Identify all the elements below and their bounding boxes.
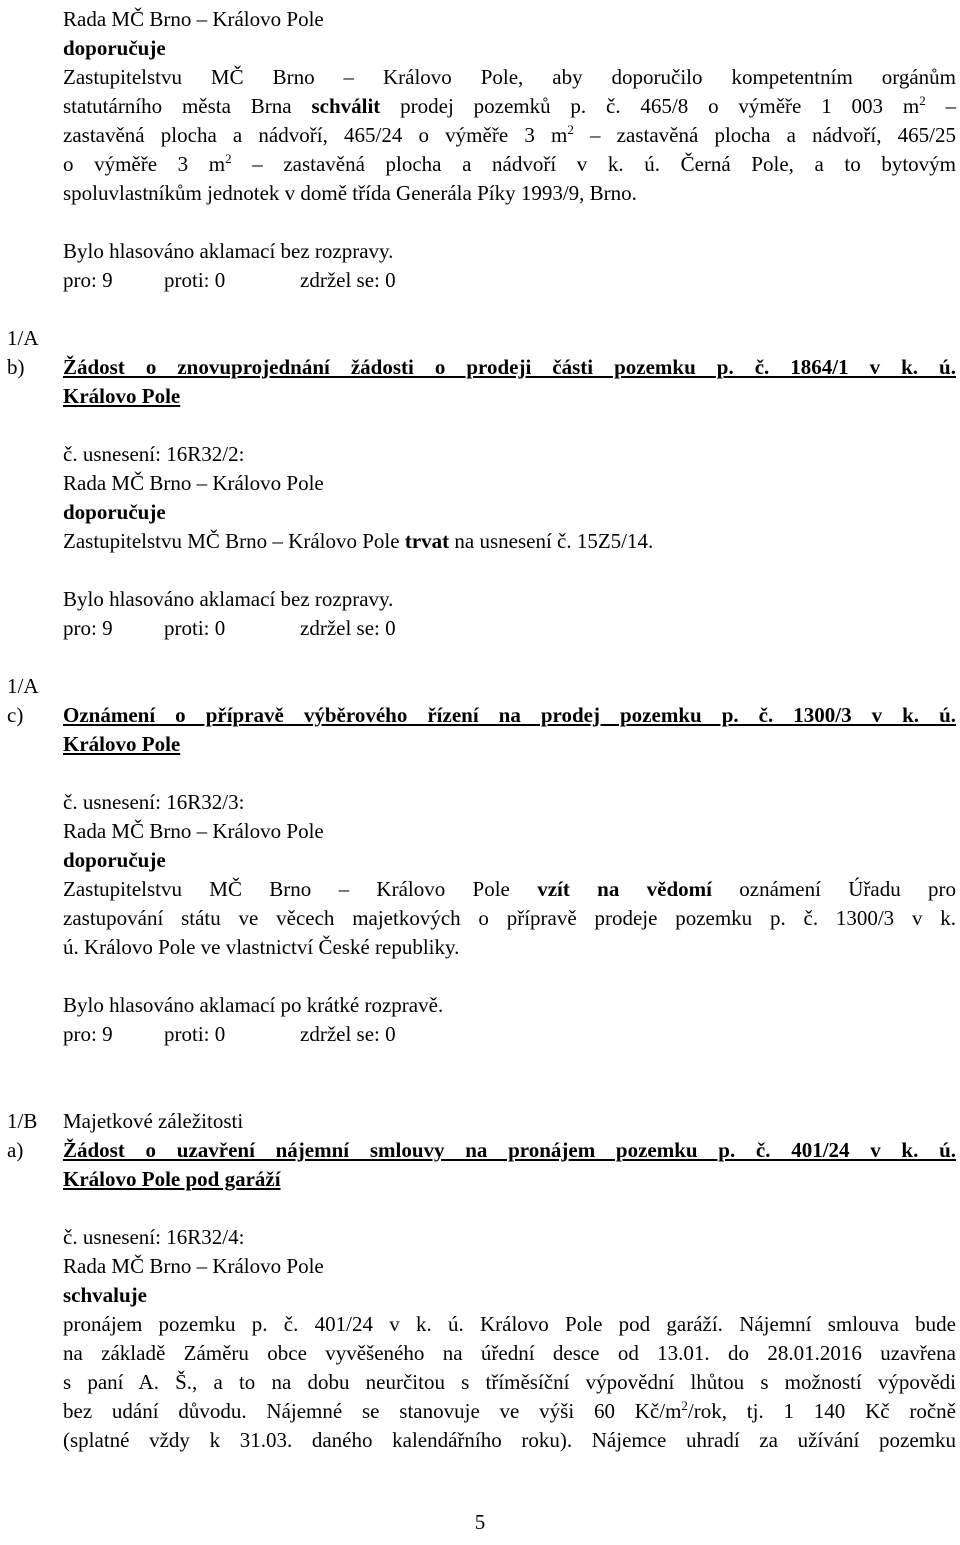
council-name: Rada MČ Brno – Královo Pole <box>63 1254 324 1278</box>
text: statutárního města Brna <box>63 94 292 118</box>
text-bold: vzít na vědomí <box>537 877 712 901</box>
resolution-verb: schvaluje <box>63 1283 147 1307</box>
body-line: (splatné vždy k 31.03. daného kalendářního roku). Nájemce uhradí za užívání pozemku <box>63 1428 956 1452</box>
superscript: 2 <box>567 122 574 137</box>
body-line: ú. Královo Pole ve vlastnictví České republiky. <box>63 935 460 959</box>
item-sublabel: b) <box>7 355 25 379</box>
vote-pro: pro: 9 <box>63 268 113 292</box>
vote-proti: proti: 0 <box>164 268 226 292</box>
item-label: 1/A <box>7 326 39 350</box>
item-title-cont: Královo Pole <box>63 732 181 756</box>
text: – zastavěná plocha a nádvoří, 465/25 <box>590 123 956 147</box>
item-sublabel: a) <box>7 1138 24 1162</box>
item-title: Žádost o znovuprojednání žádosti o prodeji části pozemku p. č. 1864/1 v k. ú. <box>63 355 956 379</box>
body-line: zastupování státu ve věcech majetkových o přípravě prodeje pozemku p. č. 1300/3 v k. <box>63 906 956 930</box>
body-line: spoluvlastníkům jednotek v domě třída Generála Píky 1993/9, Brno. <box>63 181 637 205</box>
vote-pro: pro: 9 <box>63 616 113 640</box>
vote-zdrzel: zdržel se: 0 <box>300 268 396 292</box>
item-title: Oznámení o přípravě výběrového řízení na prodej pozemku p. č. 1300/3 v k. ú. <box>63 703 956 727</box>
section-title: Majetkové záležitosti <box>63 1109 244 1133</box>
vote-zdrzel: zdržel se: 0 <box>300 1022 396 1046</box>
text-bold: trvat <box>404 529 450 553</box>
vote-zdrzel: zdržel se: 0 <box>300 616 396 640</box>
vote-result <box>63 615 396 641</box>
vote-method: Bylo hlasováno aklamací bez rozpravy. <box>63 239 394 263</box>
resolution-number: č. usnesení: 16R32/4: <box>63 1225 245 1249</box>
text: Zastupitelstvu MČ Brno – Královo Pole <box>63 877 510 901</box>
text: na usnesení č. 15Z5/14. <box>454 529 654 553</box>
item-sublabel: c) <box>7 703 24 727</box>
body-line: Zastupitelstvu MČ Brno – Královo Pole, aby doporučilo kompetentním orgánům <box>63 65 956 89</box>
vote-method: Bylo hlasováno aklamací bez rozpravy. <box>63 587 394 611</box>
vote-result <box>63 267 396 293</box>
resolution-number: č. usnesení: 16R32/3: <box>63 790 245 814</box>
text: oznámení Úřadu pro <box>739 877 957 901</box>
body-line <box>63 528 653 554</box>
body-line <box>63 93 956 119</box>
body-line: s paní A. Š., a to na dobu neurčitou s tříměsíční výpovědní lhůtou s možností výpovědi <box>63 1370 956 1394</box>
body-line: na základě Záměru obce vyvěšeného na úřední desce od 13.01. do 28.01.2016 uzavřena <box>63 1341 956 1365</box>
item-title-cont: Královo Pole pod garáží <box>63 1167 281 1191</box>
vote-pro: pro: 9 <box>63 1022 113 1046</box>
superscript: 2 <box>225 151 232 166</box>
body-line <box>63 151 956 177</box>
vote-proti: proti: 0 <box>164 616 226 640</box>
council-name: Rada MČ Brno – Královo Pole <box>63 7 324 31</box>
item-title-cont: Královo Pole <box>63 384 181 408</box>
item-title: Žádost o uzavření nájemní smlouvy na pronájem pozemku p. č. 401/24 v k. ú. <box>63 1138 956 1162</box>
body-line <box>63 876 956 902</box>
text: prodej pozemků p. č. 465/8 o výměře 1 003 m <box>400 94 920 118</box>
text: o výměře 3 m <box>63 152 226 176</box>
body-line <box>63 122 956 148</box>
vote-method: Bylo hlasováno aklamací po krátké rozpravě. <box>63 993 444 1017</box>
page-number: 5 <box>474 1510 486 1534</box>
text: /rok, tj. 1 140 Kč ročně <box>687 1399 956 1423</box>
text: – <box>945 94 957 118</box>
resolution-number: č. usnesení: 16R32/2: <box>63 442 245 466</box>
text: Zastupitelstvu MČ Brno – Královo Pole <box>63 529 400 553</box>
resolution-verb: doporučuje <box>63 36 166 60</box>
text: zastavěná plocha a nádvoří, 465/24 o výměře 3 m <box>63 123 568 147</box>
text: – zastavěná plocha a nádvoří v k. ú. Černá Pole, a to bytovým <box>252 152 957 176</box>
council-name: Rada MČ Brno – Královo Pole <box>63 819 324 843</box>
superscript: 2 <box>919 93 926 108</box>
text: bez udání důvodu. Nájemné se stanovuje ve výši 60 Kč/m <box>63 1399 682 1423</box>
resolution-verb: doporučuje <box>63 848 166 872</box>
body-line <box>63 1398 956 1424</box>
superscript: 2 <box>681 1398 688 1413</box>
vote-result <box>63 1021 396 1047</box>
council-name: Rada MČ Brno – Královo Pole <box>63 471 324 495</box>
item-label: 1/B <box>7 1109 38 1133</box>
resolution-verb: doporučuje <box>63 500 166 524</box>
body-line: pronájem pozemku p. č. 401/24 v k. ú. Královo Pole pod garáží. Nájemní smlouva bude <box>63 1312 956 1336</box>
item-label: 1/A <box>7 674 39 698</box>
text-bold: schválit <box>311 94 381 118</box>
vote-proti: proti: 0 <box>164 1022 226 1046</box>
